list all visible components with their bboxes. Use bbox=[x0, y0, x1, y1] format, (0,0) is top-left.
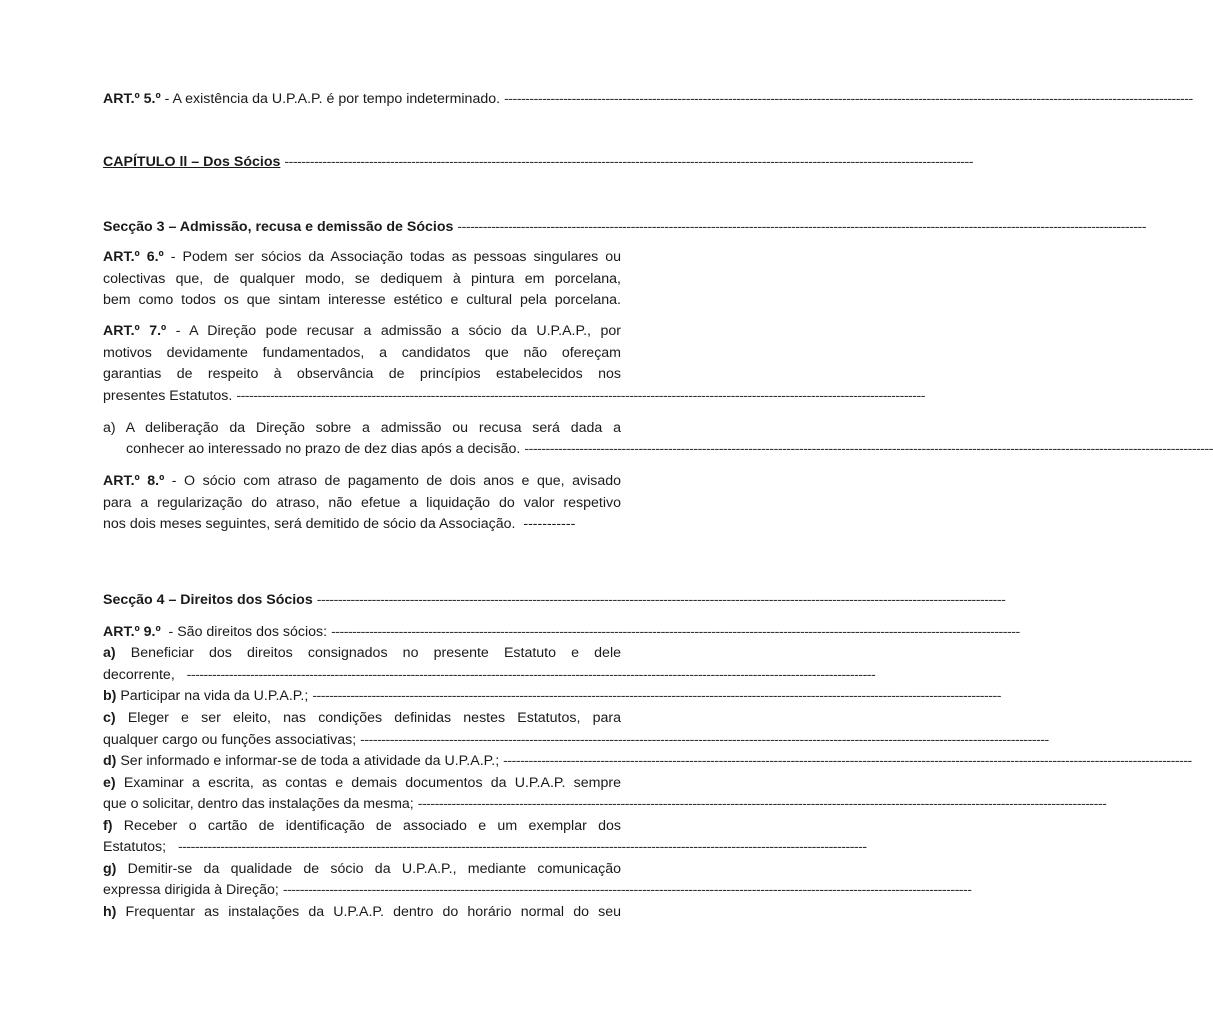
document-line bbox=[103, 493, 621, 514]
line-text: Estatutos; bbox=[103, 839, 174, 855]
document-line bbox=[103, 859, 621, 880]
document-line bbox=[103, 290, 621, 311]
line-text: qualquer cargo ou funções associativas; bbox=[103, 732, 357, 748]
line-text: nos dois meses seguintes, será demitido de sócio da Associação. ----------- bbox=[103, 516, 576, 532]
dash-filler: ------------------------------------------------------------------------------------------------------------------------------------------------------------------- bbox=[312, 688, 1001, 704]
line-text: - O sócio com atraso de pagamento de dois anos e que, avisado bbox=[164, 473, 622, 489]
line-text: conhecer ao interessado no prazo de dez dias após a decisão. bbox=[126, 441, 521, 457]
dash-filler: ------------------------------------------------------------------------------------------------------------------------------------------------------------------- bbox=[177, 839, 867, 855]
line-text: Participar na vida da U.P.A.P.; bbox=[116, 688, 309, 704]
document-line bbox=[103, 247, 621, 268]
line-text: Demitir-se da qualidade de sócio da U.P.A.P., mediante comunicação bbox=[116, 861, 621, 877]
bold-heading: Secção 3 – Admissão, recusa e demissão de Sócios bbox=[103, 219, 454, 235]
document-line bbox=[103, 471, 621, 492]
document-line bbox=[103, 794, 1107, 815]
document-line bbox=[103, 730, 1049, 751]
line-text: - A existência da U.P.A.P. é por tempo indeterminado. bbox=[160, 91, 501, 107]
line-text: - Podem ser sócios da Associação todas as pessoas singulares ou bbox=[163, 249, 621, 265]
document-line bbox=[103, 343, 621, 364]
line-text: a) A deliberação da Direção sobre a admissão ou recusa será dada a bbox=[103, 420, 621, 436]
bold-heading: ART.º 5.º bbox=[103, 91, 161, 107]
line-text: expressa dirigida à Direção; bbox=[103, 882, 279, 898]
document-line bbox=[103, 665, 876, 686]
line-text: colectivas que, de qualquer modo, se dediquem à pintura em porcelana, bbox=[103, 271, 621, 287]
line-text: Frequentar as instalações da U.P.A.P. dentro do horário normal do seu bbox=[116, 904, 621, 920]
line-text: Receber o cartão de identificação de associado e um exemplar dos bbox=[112, 818, 621, 834]
dash-filler: ------------------------------------------------------------------------------------------------------------------------------------------------------------------- bbox=[504, 91, 1193, 107]
bold-heading: f) bbox=[103, 818, 113, 834]
document-line bbox=[103, 837, 867, 858]
document-line bbox=[103, 152, 973, 173]
document-line bbox=[103, 773, 621, 794]
bold-heading: Secção 4 – Direitos dos Sócios bbox=[103, 592, 313, 608]
bold-heading: g) bbox=[103, 861, 117, 877]
dash-filler: ------------------------------------------------------------------------------------------------------------------------------------------------------------------- bbox=[524, 441, 1213, 457]
dash-filler: ------------------------------------------------------------------------------------------------------------------------------------------------------------------- bbox=[284, 154, 973, 170]
line-text: Examinar a escrita, as contas e demais documentos da U.P.A.P. sempre bbox=[115, 775, 621, 791]
document-line bbox=[103, 514, 621, 535]
line-text: garantias de respeito à observância de princípios estabelecidos nos bbox=[103, 366, 621, 382]
document-line bbox=[103, 622, 1020, 643]
document-line bbox=[103, 643, 621, 664]
document-line bbox=[103, 708, 621, 729]
bold-heading: b) bbox=[103, 688, 117, 704]
document-line bbox=[103, 386, 925, 407]
line-text: decorrente, bbox=[103, 667, 183, 683]
line-text: Eleger e ser eleito, nas condições definidas nestes Estatutos, para bbox=[115, 710, 621, 726]
document-line bbox=[103, 751, 1192, 772]
document-line bbox=[103, 902, 621, 923]
bold-heading: ART.º 7.º bbox=[103, 323, 167, 339]
document-line bbox=[126, 439, 1213, 460]
dash-filler: ------------------------------------------------------------------------------------------------------------------------------------------------------------------- bbox=[316, 592, 1006, 608]
dash-filler: ------------------------------------------------------------------------------------------------------------------------------------------------------------------- bbox=[417, 796, 1107, 812]
document-line bbox=[103, 321, 621, 342]
line-text: - São direitos dos sócios: bbox=[160, 624, 328, 640]
bold-heading: a) bbox=[103, 645, 116, 661]
line-text: - A Direção pode recusar a admissão a sócio da U.P.A.P., por bbox=[166, 323, 621, 339]
dash-filler: ------------------------------------------------------------------------------------------------------------------------------------------------------------------- bbox=[457, 219, 1147, 235]
dash-filler: ------------------------------------------------------------------------------------------------------------------------------------------------------------------- bbox=[236, 388, 925, 404]
bold-heading: ART.º 6.º bbox=[103, 249, 164, 265]
bold-heading: d) bbox=[103, 753, 117, 769]
dash-filler: ------------------------------------------------------------------------------------------------------------------------------------------------------------------- bbox=[360, 732, 1049, 748]
bold-heading: CAPÍTULO ll – Dos Sócios bbox=[103, 154, 281, 170]
line-text: bem como todos os que sintam interesse estético e cultural pela porcelana. bbox=[103, 292, 621, 308]
dash-filler: ------------------------------------------------------------------------------------------------------------------------------------------------------------------- bbox=[503, 753, 1192, 769]
document-line bbox=[103, 816, 621, 837]
line-text: para a regularização do atraso, não efetue a liquidação do valor respetivo bbox=[103, 495, 621, 511]
line-text: motivos devidamente fundamentados, a candidatos que não ofereçam bbox=[103, 345, 621, 361]
bold-heading: c) bbox=[103, 710, 116, 726]
dash-filler: ------------------------------------------------------------------------------------------------------------------------------------------------------------------- bbox=[331, 624, 1020, 640]
bold-heading: ART.º 9.º bbox=[103, 624, 161, 640]
dash-filler: ------------------------------------------------------------------------------------------------------------------------------------------------------------------- bbox=[186, 667, 876, 683]
document-line bbox=[103, 364, 621, 385]
document-line bbox=[103, 590, 1006, 611]
document-line bbox=[103, 89, 1193, 110]
dash-filler: ------------------------------------------------------------------------------------------------------------------------------------------------------------------- bbox=[282, 882, 972, 898]
document-line bbox=[103, 686, 1001, 707]
line-text: Ser informado e informar-se de toda a atividade da U.P.A.P.; bbox=[116, 753, 500, 769]
bold-heading: e) bbox=[103, 775, 116, 791]
line-text: que o solicitar, dentro das instalações da mesma; bbox=[103, 796, 414, 812]
line-text: Beneficiar dos direitos consignados no presente Estatuto e dele bbox=[115, 645, 621, 661]
document-line bbox=[103, 880, 972, 901]
document-line bbox=[103, 269, 621, 290]
bold-heading: ART.º 8.º bbox=[103, 473, 165, 489]
document-line bbox=[103, 418, 621, 439]
line-text: presentes Estatutos. bbox=[103, 388, 233, 404]
document-line bbox=[103, 217, 1147, 238]
bold-heading: h) bbox=[103, 904, 117, 920]
